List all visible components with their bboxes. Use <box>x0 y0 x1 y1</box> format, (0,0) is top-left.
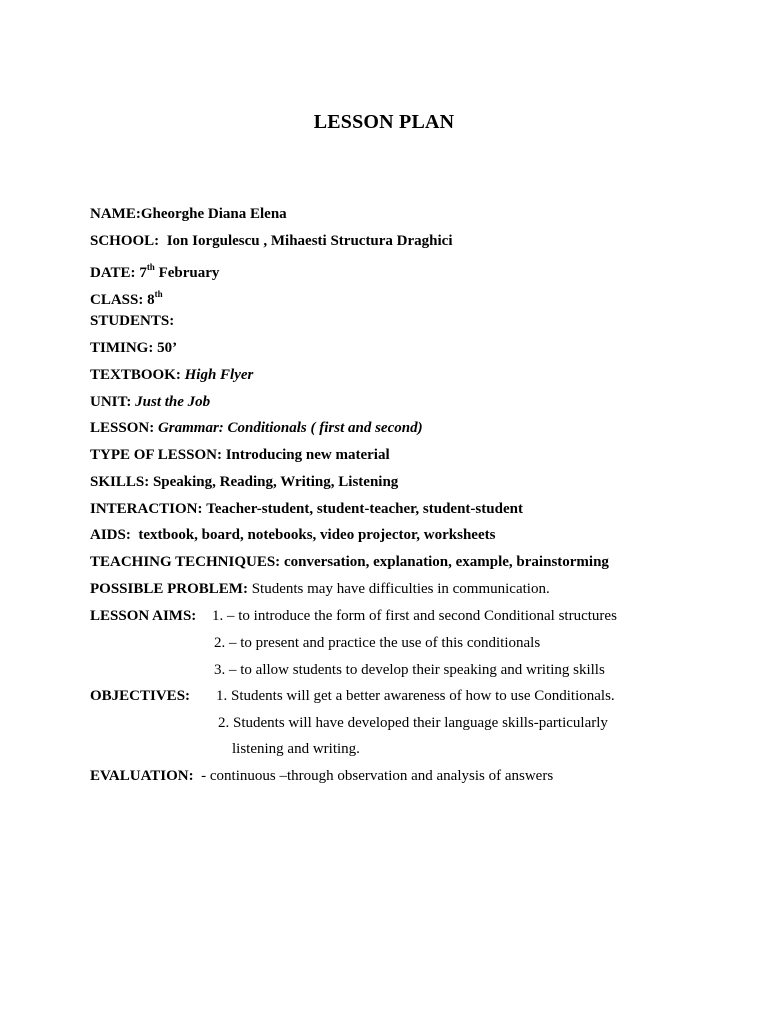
objectives-label: OBJECTIVES: <box>90 688 191 704</box>
school-value: Ion Iorgulescu , Mihaesti Structura Draghici <box>166 233 453 249</box>
lesson-aim-item: 3. – to allow students to develop their speaking and writing skills <box>214 662 605 678</box>
lesson-aims-label: LESSON AIMS: <box>90 608 197 624</box>
interaction-label: INTERACTION: <box>90 501 203 517</box>
name-row <box>90 204 287 224</box>
name-value: Gheorghe Diana Elena <box>140 206 287 222</box>
class-suffix: th <box>154 289 163 299</box>
objectives-label-row <box>90 686 190 706</box>
evaluation-value: - continuous –through observation and analysis of answers <box>201 768 554 784</box>
teaching-techniques-label: TEACHING TECHNIQUES: <box>90 554 281 570</box>
name-label: NAME: <box>90 206 141 222</box>
students-label: STUDENTS: <box>90 313 175 329</box>
skills-value: Speaking, Reading, Writing, Listening <box>152 474 399 490</box>
date-row <box>90 258 219 283</box>
class-value: 8 <box>147 292 155 308</box>
document-title: LESSON PLAN <box>313 111 455 133</box>
aids-label: AIDS: <box>90 527 131 543</box>
teaching-techniques-value: conversation, explanation, example, brainstorming <box>283 554 609 570</box>
evaluation-label: EVALUATION: <box>90 768 194 784</box>
date-month: February <box>158 265 220 281</box>
unit-label: UNIT: <box>90 394 132 410</box>
aids-row <box>90 525 495 545</box>
lesson-value: Grammar: Conditionals ( first and second) <box>157 420 423 436</box>
textbook-label: TEXTBOOK: <box>90 367 181 383</box>
type-of-lesson-value: Introducing new material <box>225 447 390 463</box>
possible-problem-label: POSSIBLE PROBLEM: <box>90 581 248 597</box>
teaching-techniques-row <box>90 552 609 572</box>
lesson-label: LESSON: <box>90 420 155 436</box>
lesson-aims-label-row <box>90 606 196 626</box>
date-label: DATE: <box>90 265 136 281</box>
interaction-value: Teacher-student, student-teacher, student-student <box>206 501 523 517</box>
timing-label: TIMING: <box>90 340 154 356</box>
objective-item: 2. Students will have developed their language skills-particularly <box>218 715 608 731</box>
school-row <box>90 231 453 251</box>
aids-value: textbook, board, notebooks, video projector, worksheets <box>138 527 496 543</box>
lesson-aim-item: 1. – to introduce the form of first and second Conditional structures <box>212 608 617 624</box>
possible-problem-row <box>90 579 550 599</box>
textbook-value: High Flyer <box>184 367 254 383</box>
class-label: CLASS: <box>90 292 144 308</box>
type-of-lesson-label: TYPE OF LESSON: <box>90 447 222 463</box>
possible-problem-value: Students may have difficulties in communication. <box>251 581 550 597</box>
evaluation-row <box>90 766 553 786</box>
interaction-row <box>90 499 523 519</box>
school-label: SCHOOL: <box>90 233 160 249</box>
objective-item: 1. Students will get a better awareness of how to use Conditionals. <box>216 688 615 704</box>
skills-label: SKILLS: <box>90 474 150 490</box>
unit-value: Just the Job <box>135 394 211 410</box>
lesson-row <box>90 418 423 438</box>
objective-item: listening and writing. <box>232 741 360 757</box>
date-day-suffix: th <box>146 262 155 272</box>
textbook-row <box>90 365 253 385</box>
class-row <box>90 285 163 310</box>
type-of-lesson-row <box>90 445 390 465</box>
students-row <box>90 311 174 331</box>
unit-row <box>90 392 210 412</box>
skills-row <box>90 472 398 492</box>
timing-value: 50’ <box>157 340 178 356</box>
timing-row <box>90 338 177 358</box>
lesson-aim-item: 2. – to present and practice the use of this conditionals <box>214 635 541 651</box>
date-day: 7 <box>139 265 147 281</box>
